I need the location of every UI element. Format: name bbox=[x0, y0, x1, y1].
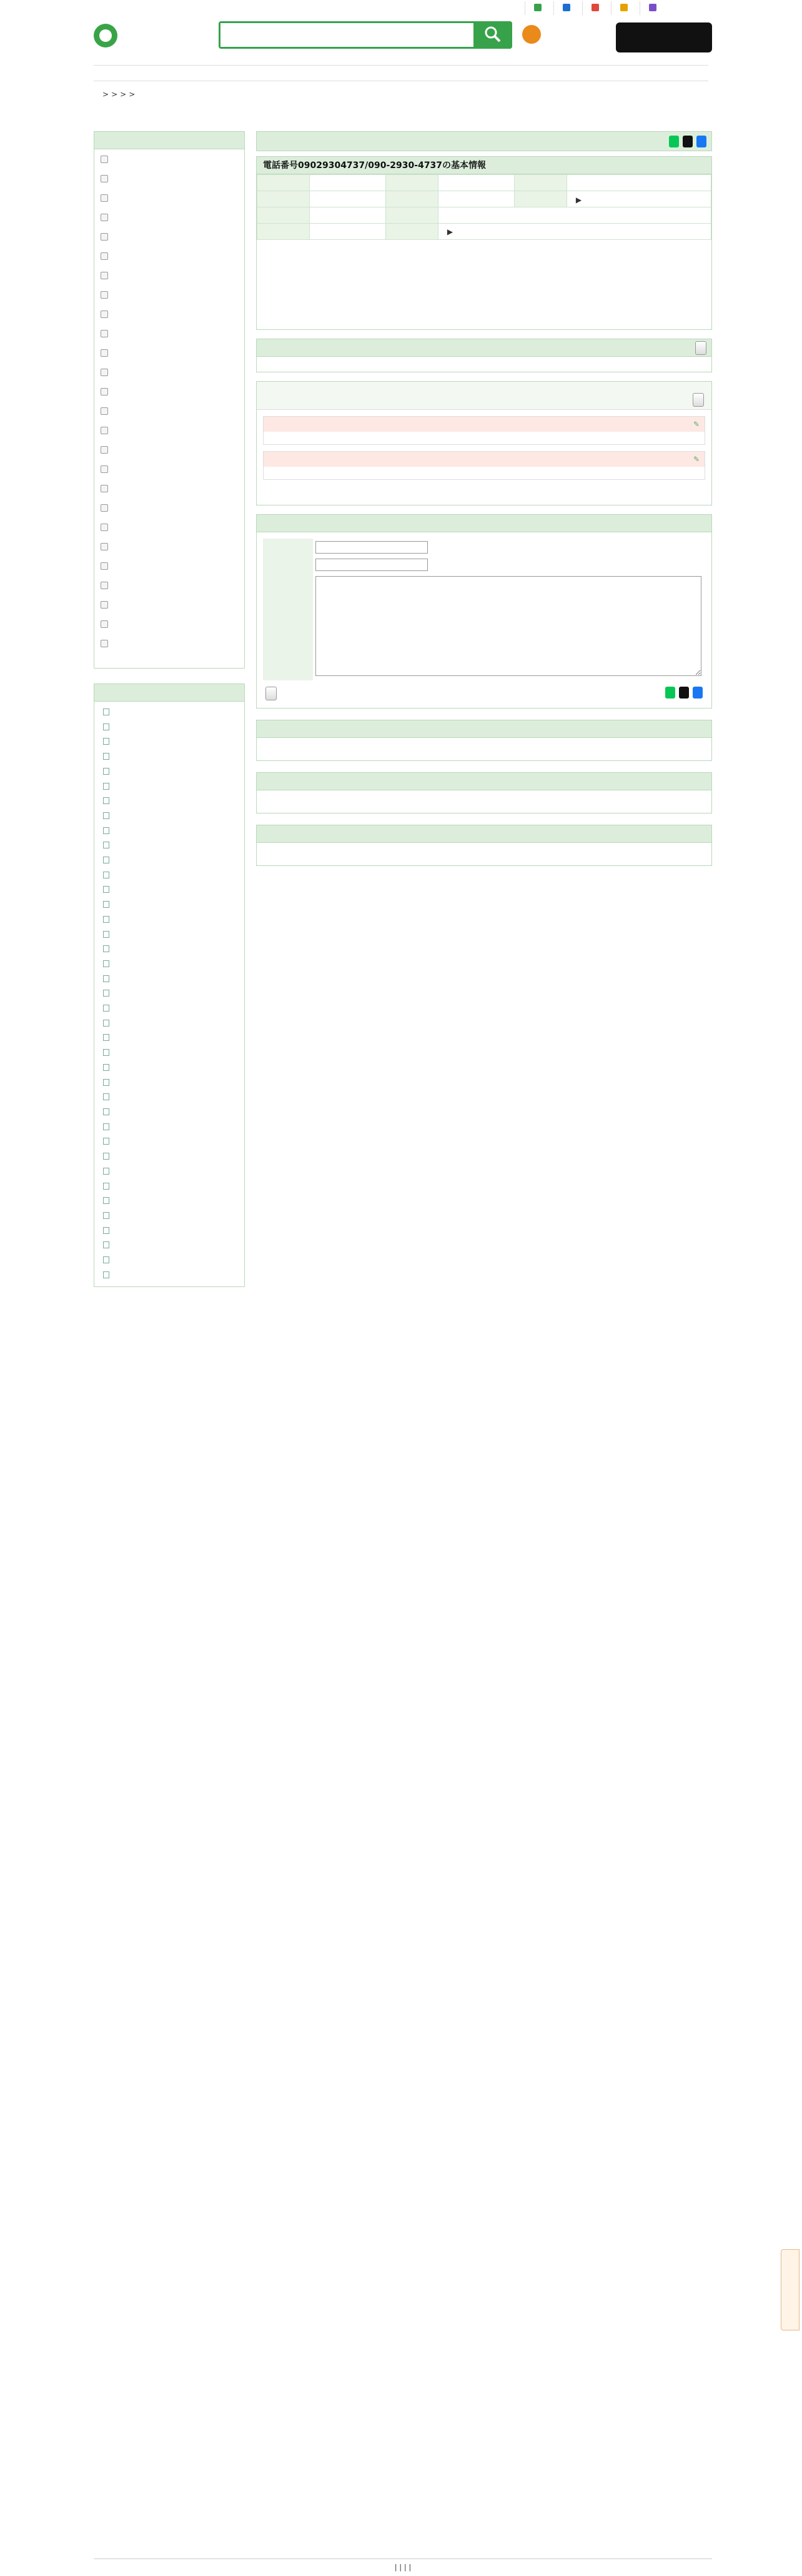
comment-item bbox=[101, 580, 238, 591]
phone-icon bbox=[103, 1197, 109, 1204]
neighbor-item bbox=[103, 1135, 235, 1150]
x-post-button-bottom[interactable] bbox=[679, 687, 689, 699]
phone-icon bbox=[103, 1227, 109, 1234]
top-nav-item[interactable] bbox=[553, 1, 582, 15]
phone-icon bbox=[103, 960, 109, 967]
comment-icon bbox=[101, 291, 108, 299]
info-value bbox=[310, 191, 386, 207]
neighbors-title bbox=[94, 684, 244, 702]
comment-item bbox=[101, 232, 238, 242]
review-body bbox=[264, 467, 705, 479]
neighbor-item bbox=[103, 720, 235, 735]
phone-icon bbox=[103, 901, 109, 908]
breadcrumb-separator: > bbox=[102, 90, 109, 99]
site-logo[interactable] bbox=[94, 21, 212, 56]
neighbors-box bbox=[94, 684, 245, 1287]
info-label bbox=[385, 207, 438, 224]
phone-icon bbox=[103, 1005, 109, 1012]
info-value bbox=[310, 207, 386, 224]
info-row bbox=[257, 191, 711, 207]
register-business-button[interactable] bbox=[695, 341, 706, 355]
comment-icon bbox=[101, 504, 108, 512]
facebook-like-button[interactable] bbox=[696, 136, 706, 147]
review-label bbox=[263, 574, 313, 680]
left-column bbox=[94, 131, 245, 1297]
neighbor-item bbox=[103, 1194, 235, 1209]
phone-icon bbox=[103, 916, 109, 923]
deleted-notice bbox=[257, 486, 711, 505]
comment-item bbox=[101, 445, 238, 455]
neighbor-item bbox=[103, 824, 235, 839]
search-icon bbox=[483, 25, 502, 44]
top-nav-item[interactable] bbox=[582, 1, 611, 15]
info-value bbox=[567, 175, 711, 191]
facebook-like-button-bottom[interactable] bbox=[693, 687, 703, 699]
neighbor-item bbox=[103, 1238, 235, 1253]
breadcrumb-separator: > bbox=[129, 90, 136, 99]
neighbor-item bbox=[103, 794, 235, 809]
comment-icon bbox=[101, 601, 108, 609]
comment-item bbox=[101, 425, 238, 436]
main-column bbox=[256, 131, 712, 866]
comment-item bbox=[101, 154, 238, 165]
nav-icon bbox=[534, 4, 542, 11]
neighbor-item bbox=[103, 1105, 235, 1120]
neighbor-item bbox=[103, 765, 235, 780]
info-link-icon: ▶ bbox=[575, 196, 582, 204]
comment-item bbox=[101, 406, 238, 417]
top-nav-item[interactable] bbox=[525, 1, 553, 15]
comment-icon bbox=[101, 369, 108, 376]
phone-icon bbox=[103, 709, 109, 715]
neighbor-item bbox=[103, 1165, 235, 1180]
info-row bbox=[257, 207, 711, 224]
comment-icon bbox=[101, 194, 108, 202]
trending-numbers bbox=[256, 720, 712, 761]
review-body bbox=[264, 432, 705, 444]
google-play-button[interactable] bbox=[616, 22, 712, 52]
neighbor-item bbox=[103, 1046, 235, 1061]
phone-icon bbox=[103, 1020, 109, 1027]
phone-icon bbox=[103, 1123, 109, 1130]
neighbor-item bbox=[103, 735, 235, 750]
comment-item bbox=[101, 619, 238, 630]
phone-icon bbox=[103, 724, 109, 730]
phone-icon bbox=[103, 857, 109, 863]
neighbor-item bbox=[103, 913, 235, 928]
breadcrumb bbox=[102, 89, 700, 100]
nav-icon bbox=[620, 4, 628, 11]
neighbor-item bbox=[103, 1180, 235, 1195]
info-row bbox=[257, 175, 711, 191]
review-post bbox=[263, 416, 705, 445]
phone-icon bbox=[103, 1064, 109, 1071]
comment-icon bbox=[101, 311, 108, 318]
neighbor-item bbox=[103, 987, 235, 1002]
comment-icon bbox=[101, 485, 108, 492]
comment-icon bbox=[101, 233, 108, 241]
latest-keywords bbox=[94, 65, 708, 81]
review-form bbox=[256, 514, 712, 709]
comment-item bbox=[101, 561, 238, 572]
footer-separator: | bbox=[394, 2563, 400, 2572]
neighbor-item bbox=[103, 1253, 235, 1268]
comment-icon bbox=[101, 640, 108, 647]
neighbor-item bbox=[103, 1061, 235, 1076]
comment-icon bbox=[101, 524, 108, 531]
submit-review-button[interactable] bbox=[265, 687, 277, 700]
footer-separator: | bbox=[399, 2563, 404, 2572]
info-row bbox=[257, 224, 711, 240]
breadcrumb-separator: > bbox=[111, 90, 118, 99]
comment-icon bbox=[101, 388, 108, 395]
neighbor-item bbox=[103, 957, 235, 972]
neighbor-item bbox=[103, 1076, 235, 1091]
new-numbers bbox=[256, 825, 712, 866]
phone-icon bbox=[103, 1079, 109, 1086]
email-field[interactable] bbox=[315, 559, 428, 571]
comment-item bbox=[101, 639, 238, 649]
comment-icon bbox=[101, 214, 108, 221]
info-value bbox=[438, 207, 711, 224]
comment-icon bbox=[101, 543, 108, 550]
neighbor-item bbox=[103, 838, 235, 853]
search-box bbox=[219, 21, 512, 49]
neighbor-item bbox=[103, 883, 235, 898]
info-label bbox=[257, 224, 310, 240]
info-value bbox=[438, 175, 514, 191]
top-nav bbox=[525, 1, 668, 15]
site-description bbox=[0, 0, 802, 19]
header bbox=[0, 19, 802, 56]
info-value bbox=[438, 224, 711, 240]
info-value bbox=[438, 191, 514, 207]
phone-icon bbox=[103, 886, 109, 893]
name-label bbox=[263, 539, 313, 556]
info-label bbox=[514, 191, 567, 207]
report-icon[interactable]: ✎ bbox=[693, 455, 700, 464]
phone-icon bbox=[103, 1168, 109, 1175]
basic-info-title: 電話番号09029304737/090-2930-4737の基本情報 bbox=[257, 157, 711, 174]
review-post-header bbox=[264, 452, 705, 467]
phone-icon bbox=[103, 1138, 109, 1145]
nav-icon bbox=[563, 4, 570, 11]
phone-icon bbox=[103, 827, 109, 834]
recent-title bbox=[257, 773, 711, 790]
phone-icon bbox=[103, 1034, 109, 1041]
app-promo[interactable] bbox=[522, 22, 710, 52]
comment-item bbox=[101, 503, 238, 514]
phone-icon bbox=[103, 1093, 109, 1100]
info-label bbox=[514, 175, 567, 191]
comment-item bbox=[101, 290, 238, 301]
page-title bbox=[256, 131, 712, 151]
comment-item bbox=[101, 329, 238, 339]
phone-icon bbox=[103, 945, 109, 952]
phone-icon bbox=[103, 768, 109, 775]
phone-icon bbox=[103, 872, 109, 878]
latest-comments-title bbox=[94, 132, 244, 149]
phone-icon bbox=[103, 753, 109, 760]
report-icon[interactable]: ✎ bbox=[693, 420, 700, 429]
line-share-button[interactable] bbox=[669, 136, 679, 147]
phone-icon bbox=[103, 1183, 109, 1190]
phone-icon bbox=[103, 842, 109, 848]
comment-icon bbox=[101, 330, 108, 337]
review-form-title bbox=[257, 515, 711, 532]
top-nav-item[interactable] bbox=[611, 1, 640, 15]
comment-item bbox=[101, 367, 238, 378]
review-post-header bbox=[264, 417, 705, 432]
neighbor-item bbox=[103, 1268, 235, 1283]
access-history-chart bbox=[263, 244, 705, 325]
phone-icon bbox=[103, 975, 109, 982]
phone-icon bbox=[103, 797, 109, 804]
search-button[interactable] bbox=[473, 21, 512, 49]
trending-title bbox=[257, 720, 711, 738]
neighbor-item bbox=[103, 705, 235, 720]
neighbor-item bbox=[103, 972, 235, 987]
phone-icon bbox=[103, 812, 109, 819]
comment-item bbox=[101, 348, 238, 359]
comment-item bbox=[101, 600, 238, 610]
comment-item bbox=[101, 174, 238, 184]
business-info bbox=[256, 339, 712, 372]
neighbor-item bbox=[103, 1120, 235, 1135]
neighbor-item bbox=[103, 1224, 235, 1239]
breadcrumb-separator: > bbox=[120, 90, 127, 99]
phone-icon bbox=[103, 783, 109, 790]
comment-item bbox=[101, 387, 238, 397]
comment-icon bbox=[101, 620, 108, 628]
info-link-icon: ▶ bbox=[447, 227, 453, 236]
neighbor-item bbox=[103, 809, 235, 824]
info-label bbox=[385, 224, 438, 240]
comment-item bbox=[101, 484, 238, 494]
phone-icon bbox=[103, 1153, 109, 1160]
info-label bbox=[257, 175, 310, 191]
comment-icon bbox=[101, 156, 108, 163]
neighbor-item bbox=[103, 928, 235, 943]
comment-item bbox=[101, 212, 238, 223]
basic-info bbox=[256, 156, 712, 330]
comment-item bbox=[101, 522, 238, 533]
comment-icon bbox=[101, 562, 108, 570]
comment-item bbox=[101, 464, 238, 475]
comment-icon bbox=[101, 446, 108, 454]
phone-icon bbox=[103, 1212, 109, 1219]
comment-item bbox=[101, 193, 238, 204]
footer bbox=[94, 2559, 712, 2572]
info-value bbox=[310, 175, 386, 191]
top-nav-item[interactable] bbox=[640, 1, 668, 15]
neighbor-item bbox=[103, 1090, 235, 1105]
phone-icon bbox=[103, 1108, 109, 1115]
business-info-title bbox=[257, 339, 711, 357]
footer-separator: | bbox=[408, 2563, 412, 2572]
neighbor-item bbox=[103, 780, 235, 795]
comment-icon bbox=[101, 272, 108, 279]
neighbor-item bbox=[103, 1209, 235, 1224]
comment-icon bbox=[101, 175, 108, 182]
neighbor-item bbox=[103, 1031, 235, 1046]
comment-icon bbox=[101, 465, 108, 473]
comment-icon bbox=[101, 252, 108, 260]
comment-icon bbox=[101, 407, 108, 415]
comment-icon bbox=[101, 582, 108, 589]
side-review-tab[interactable] bbox=[781, 2249, 800, 2330]
neighbor-item bbox=[103, 1150, 235, 1165]
comment-item bbox=[101, 542, 238, 552]
comment-item bbox=[101, 309, 238, 320]
neighbor-item bbox=[103, 942, 235, 957]
recent-numbers bbox=[256, 772, 712, 813]
footer-separator: | bbox=[403, 2563, 409, 2572]
neighbor-item bbox=[103, 898, 235, 913]
email-label bbox=[263, 556, 313, 574]
nav-icon bbox=[649, 4, 656, 11]
info-value bbox=[310, 224, 386, 240]
neighbor-item bbox=[103, 750, 235, 765]
new-numbers-title bbox=[257, 825, 711, 843]
neighbor-item bbox=[103, 1002, 235, 1017]
info-value bbox=[567, 191, 711, 207]
comment-item bbox=[101, 271, 238, 281]
write-review-button[interactable] bbox=[693, 393, 704, 407]
share-buttons bbox=[669, 136, 706, 147]
name-field[interactable] bbox=[315, 541, 428, 554]
line-share-button-bottom[interactable] bbox=[665, 687, 675, 699]
review-board bbox=[256, 381, 712, 505]
phone-icon bbox=[103, 1241, 109, 1248]
info-label bbox=[257, 191, 310, 207]
nav-icon bbox=[592, 4, 599, 11]
neighbor-item bbox=[103, 868, 235, 883]
info-label bbox=[385, 175, 438, 191]
phone-icon bbox=[103, 1049, 109, 1056]
phone-icon bbox=[103, 1271, 109, 1278]
phone-icon bbox=[103, 738, 109, 745]
latest-comments-box bbox=[94, 131, 245, 669]
access-chart bbox=[257, 240, 711, 329]
phone-icon bbox=[103, 1256, 109, 1263]
info-label bbox=[257, 207, 310, 224]
neighbor-item bbox=[103, 1017, 235, 1032]
comment-icon bbox=[101, 427, 108, 434]
comment-item bbox=[101, 251, 238, 262]
review-textarea[interactable] bbox=[315, 576, 701, 676]
logo-mark bbox=[94, 24, 117, 47]
free-badge bbox=[522, 25, 541, 44]
phone-icon bbox=[103, 931, 109, 938]
info-label bbox=[385, 191, 438, 207]
x-post-button[interactable] bbox=[683, 136, 693, 147]
neighbor-item bbox=[103, 853, 235, 868]
review-post bbox=[263, 451, 705, 480]
search-input[interactable] bbox=[220, 23, 470, 47]
phone-icon bbox=[103, 990, 109, 997]
comment-icon bbox=[101, 349, 108, 357]
